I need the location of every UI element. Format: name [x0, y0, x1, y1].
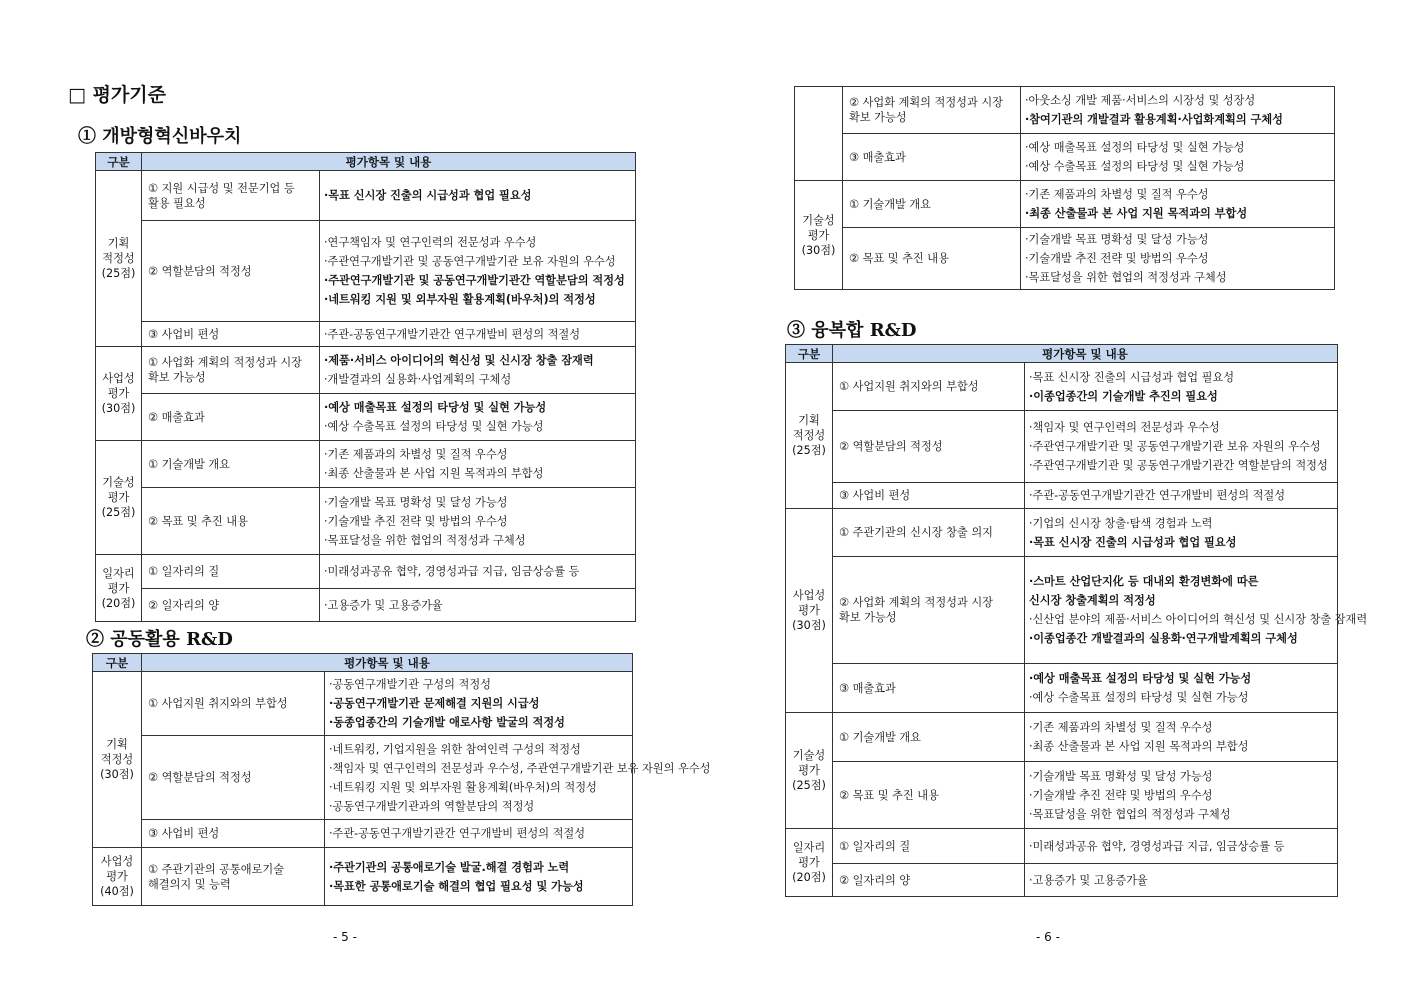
category-cell	[795, 87, 843, 181]
criteria-description	[325, 672, 633, 736]
table-row	[795, 134, 1335, 181]
criteria-description	[1025, 483, 1338, 509]
description-line: ·미래성과공유 협약, 경영성과급 지급, 임금상승률 등	[324, 565, 580, 578]
criteria-description	[1025, 762, 1338, 829]
eval-table-convergence-rnd	[785, 344, 1368, 897]
description-line: ·목표달성을 위한 협업의 적정성과 구체성	[1029, 807, 1231, 821]
criteria-item: ① 사업지원 취지와의 부합성	[833, 363, 1025, 411]
criteria-item: ① 사업화 계획의 적정성과 시장 확보 가능성	[142, 347, 320, 394]
description-line: ·연구책임자 및 연구인력의 전문성과 우수성	[324, 236, 537, 249]
criteria-description	[1025, 829, 1338, 864]
criteria-item: ③ 사업비 편성	[142, 322, 320, 347]
criteria-item: ① 일자리의 질	[142, 555, 320, 589]
description-line: ·기술개발 추진 전략 및 방법의 우수성	[324, 514, 508, 528]
table-row	[96, 488, 636, 555]
description-line: ·주관연구개발기관 및 공동연구개발기관 보유 자원의 우수성	[324, 255, 616, 268]
description-line: ·참여기관의 개발결과 활용계획·사업화계획의 구체성	[1025, 113, 1283, 126]
description-line: ·주관-공동연구개발기관간 연구개발비 편성의 적절성	[329, 827, 586, 840]
criteria-item: ② 매출효과	[142, 394, 320, 441]
description-line: ·기술개발 목표 명확성 및 달성 가능성	[1029, 769, 1213, 783]
description-line: ·고용증가 및 고용증가율	[1029, 873, 1148, 887]
description-line: ·네트워킹, 기업지원을 위한 참여인력 구성의 적정성	[329, 742, 581, 756]
description-line: ·기존 제품과의 차별성 및 질적 우수성	[324, 448, 508, 461]
criteria-description	[1025, 664, 1338, 713]
description-line: ·예상 매출목표 설정의 타당성 및 실현 가능성	[324, 401, 547, 414]
criteria-description	[320, 555, 636, 589]
description-line: ·예상 수출목표 설정의 타당성 및 실현 가능성	[1025, 160, 1245, 173]
description-line: ·기술개발 목표 명확성 및 달성 가능성	[1025, 233, 1209, 246]
table-row	[93, 820, 633, 848]
criteria-item: ③ 매출효과	[843, 134, 1021, 181]
criteria-description	[320, 221, 636, 322]
criteria-description	[320, 589, 636, 622]
description-line: ·기술개발 추진 전략 및 방법의 우수성	[1029, 788, 1213, 802]
criteria-description	[1025, 509, 1338, 557]
description-line: ·아웃소싱 개발 제품·서비스의 시장성 및 성장성	[1025, 94, 1256, 107]
table-row	[96, 555, 636, 589]
criteria-description	[1021, 228, 1335, 290]
description-line: ·최종 산출물과 본 사업 지원 목적과의 부합성	[324, 467, 544, 480]
category-cell: 기술성 평가 (25점)	[96, 441, 142, 555]
criteria-item: ② 역할분담의 적정성	[833, 411, 1025, 483]
description-line: ·목표 신시장 진출의 시급성과 협업 필요성	[1029, 370, 1235, 384]
criteria-item: ① 기술개발 개요	[142, 441, 320, 488]
description-line: ·주관-공동연구개발기관간 연구개발비 편성의 적절성	[324, 327, 581, 341]
header-criteria: 평가항목 및 내용	[142, 654, 633, 672]
description-line: ·미래성과공유 협약, 경영성과급 지급, 임금상승률 등	[1029, 839, 1285, 853]
category-cell: 기획 적정성 (25점)	[786, 363, 833, 509]
category-cell: 기술성 평가 (25점)	[786, 713, 833, 829]
page-heading: □ 평가기준	[68, 84, 166, 106]
category-cell: 기획 적정성 (30점)	[93, 672, 142, 848]
table-row	[786, 713, 1338, 762]
category-cell: 일자리 평가 (20점)	[96, 555, 142, 622]
description-line: ·목표달성을 위한 협업의 적정성과 구체성	[1025, 271, 1227, 284]
description-line: ·주관기관의 공통애로기술 발굴.해결 경험과 노력	[329, 860, 570, 874]
table-row	[96, 589, 636, 622]
criteria-description	[320, 171, 636, 221]
description-line: ·예상 수출목표 설정의 타당성 및 실현 가능성	[324, 420, 544, 433]
table-row	[786, 509, 1338, 557]
criteria-description	[1025, 411, 1338, 483]
criteria-item: ② 사업화 계획의 적정성과 시장 확보 가능성	[843, 87, 1021, 134]
criteria-item: ② 역할분담의 적정성	[142, 221, 320, 322]
description-line: ·책임자 및 연구인력의 전문성과 우수성, 주관연구개발기관 보유 자원의 우수성	[329, 761, 711, 775]
description-line: ·주관-공동연구개발기관간 연구개발비 편성의 적절성	[1029, 489, 1286, 502]
table-row	[93, 848, 633, 906]
description-line: ·기업의 신시장 창출·탐색 경험과 노력	[1029, 516, 1213, 530]
header-criteria: 평가항목 및 내용	[833, 345, 1338, 363]
description-line: ·최종 산출물과 본 사업 지원 목적과의 부합성	[1025, 207, 1248, 220]
description-line: ·제품·서비스 아이디어의 혁신성 및 신시장 창출 잠재력	[324, 354, 594, 367]
criteria-description	[320, 394, 636, 441]
description-line: ·고용증가 및 고용증가율	[324, 598, 443, 612]
criteria-item: ① 일자리의 질	[833, 829, 1025, 864]
eval-table-shared-rnd	[92, 653, 711, 906]
category-cell: 기획 적정성 (25점)	[96, 171, 142, 347]
criteria-description	[325, 736, 711, 820]
description-line: ·기술개발 추진 전략 및 방법의 우수성	[1025, 252, 1209, 265]
criteria-description	[1025, 363, 1338, 411]
page-number-left: - 5 -	[333, 930, 357, 944]
criteria-description	[325, 848, 633, 906]
category-cell: 사업성 평가 (30점)	[96, 347, 142, 441]
table-row	[96, 441, 636, 488]
criteria-description	[1025, 557, 1368, 664]
description-line: ·목표달성을 위한 협업의 적정성과 구체성	[324, 533, 526, 547]
table-row	[795, 87, 1335, 134]
criteria-description	[1025, 713, 1338, 762]
category-cell: 일자리 평가 (20점)	[786, 829, 833, 897]
description-line: ·동종업종간의 기술개발 애로사항 발굴의 적정성	[329, 716, 565, 729]
description-line: ·이종업종간의 기술개발 추진의 필요성	[1029, 389, 1218, 403]
description-line: ·목표 신시장 진출의 시급성과 협업 필요성	[324, 189, 532, 202]
criteria-description	[320, 441, 636, 488]
category-cell: 기술성 평가 (30점)	[795, 181, 843, 290]
criteria-item: ① 지원 시급성 및 전문기업 등 활용 필요성	[142, 171, 320, 221]
table-row	[786, 363, 1338, 411]
criteria-item: ② 역할분담의 적정성	[142, 736, 325, 820]
description-line: ·네트워킹 지원 및 외부자원 활용계획(바우처)의 적정성	[329, 780, 597, 794]
criteria-item: ① 주관기관의 신시장 창출 의지	[833, 509, 1025, 557]
description-line: ·공동연구개발기관 문제해결 지원의 시급성	[329, 697, 540, 710]
table-row	[786, 864, 1338, 897]
section-title-open-innovation-voucher: ① 개방형혁신바우치	[78, 126, 242, 147]
description-line: ·이종업종간 개발결과의 실용화·연구개발계획의 구체성	[1029, 632, 1298, 645]
section-title-convergence-rnd: ③ 융복합 R&D	[787, 320, 917, 341]
table-row	[786, 829, 1338, 864]
description-line: ·주관연구개발기관 및 공동연구개발기관간 역할분담의 적정성	[1029, 459, 1328, 472]
eval-table-open-innovation-voucher	[95, 152, 636, 622]
criteria-description	[320, 488, 636, 555]
criteria-item: ② 일자리의 양	[142, 589, 320, 622]
table-row	[786, 664, 1338, 713]
table-row	[795, 181, 1335, 228]
description-line: ·신산업 분야의 제품·서비스 아이디어의 혁신성 및 신시장 창출 잠재력	[1029, 613, 1368, 626]
section-title-shared-rnd: ② 공동활용 R&D	[86, 629, 233, 650]
header-category: 구분	[96, 153, 142, 171]
description-line: ·목표 신시장 진출의 시급성과 협업 필요성	[1029, 535, 1237, 549]
table-row	[786, 557, 1338, 664]
criteria-item: ③ 매출효과	[833, 664, 1025, 713]
page-number-right: - 6 -	[1036, 930, 1060, 944]
description-line: ·공동연구개발기관 구성의 적정성	[329, 678, 491, 691]
table-row	[93, 736, 633, 820]
description-line: ·네트워킹 지원 및 외부자원 활용계획(바우처)의 적정성	[324, 293, 596, 306]
description-line: ·공동연구개발기관과의 역할분담의 적정성	[329, 799, 535, 813]
criteria-description	[1021, 87, 1335, 134]
table-row	[786, 762, 1338, 829]
header-category: 구분	[93, 654, 142, 672]
table-row	[96, 322, 636, 347]
description-line: ·개발결과의 실용화·사업계획의 구체성	[324, 373, 512, 386]
description-line: ·예상 매출목표 설정의 타당성 및 실현 가능성	[1029, 672, 1252, 685]
criteria-item: ① 기술개발 개요	[843, 181, 1021, 228]
description-line: ·기존 제품과의 차별성 및 질적 우수성	[1025, 188, 1209, 201]
criteria-description	[320, 347, 636, 394]
table-row	[93, 672, 633, 736]
criteria-item: ① 주관기관의 공통애로기술 해결의지 및 능력	[142, 848, 325, 906]
criteria-item: ② 목표 및 추진 내용	[142, 488, 320, 555]
header-category: 구분	[786, 345, 833, 363]
criteria-item: ① 기술개발 개요	[833, 713, 1025, 762]
criteria-description	[320, 322, 636, 347]
description-line: ·기술개발 목표 명확성 및 달성 가능성	[324, 495, 508, 509]
description-line: ·주관연구개발기관 및 공동연구개발기관 보유 자원의 우수성	[1029, 440, 1321, 453]
criteria-description	[1021, 134, 1335, 181]
criteria-item: ① 사업지원 취지와의 부합성	[142, 672, 325, 736]
description-line: ·책임자 및 연구인력의 전문성과 우수성	[1029, 421, 1220, 434]
category-cell: 사업성 평가 (40점)	[93, 848, 142, 906]
table-row	[96, 347, 636, 394]
description-line: ·스마트 산업단지化 등 대내외 환경변화에 따른 신시장 창출계획의 적정성	[1029, 575, 1259, 607]
description-line: ·기존 제품과의 차별성 및 질적 우수성	[1029, 721, 1213, 734]
eval-table-continued	[794, 86, 1335, 290]
description-line: ·최종 산출물과 본 사업 지원 목적과의 부합성	[1029, 740, 1249, 753]
table-row	[786, 483, 1338, 509]
description-line: ·예상 매출목표 설정의 타당성 및 실현 가능성	[1025, 141, 1245, 154]
criteria-item: ② 목표 및 추진 내용	[843, 228, 1021, 290]
table-row	[96, 394, 636, 441]
description-line: ·목표한 공통애로기술 해결의 협업 필요성 및 가능성	[329, 879, 584, 893]
criteria-item: ③ 사업비 편성	[142, 820, 325, 848]
criteria-description	[325, 820, 633, 848]
table-row	[795, 228, 1335, 290]
criteria-description	[1021, 181, 1335, 228]
category-cell: 사업성 평가 (30점)	[786, 509, 833, 713]
table-row	[96, 171, 636, 221]
header-criteria: 평가항목 및 내용	[142, 153, 636, 171]
table-row	[786, 411, 1338, 483]
criteria-item: ③ 사업비 편성	[833, 483, 1025, 509]
criteria-description	[1025, 864, 1338, 897]
table-row	[96, 221, 636, 322]
description-line: ·주관연구개발기관 및 공동연구개발기관간 역할분담의 적정성	[324, 274, 625, 287]
criteria-item: ② 목표 및 추진 내용	[833, 762, 1025, 829]
description-line: ·예상 수출목표 설정의 타당성 및 실현 가능성	[1029, 691, 1249, 704]
criteria-item: ② 일자리의 양	[833, 864, 1025, 897]
criteria-item: ② 사업화 계획의 적정성과 시장 확보 가능성	[833, 557, 1025, 664]
